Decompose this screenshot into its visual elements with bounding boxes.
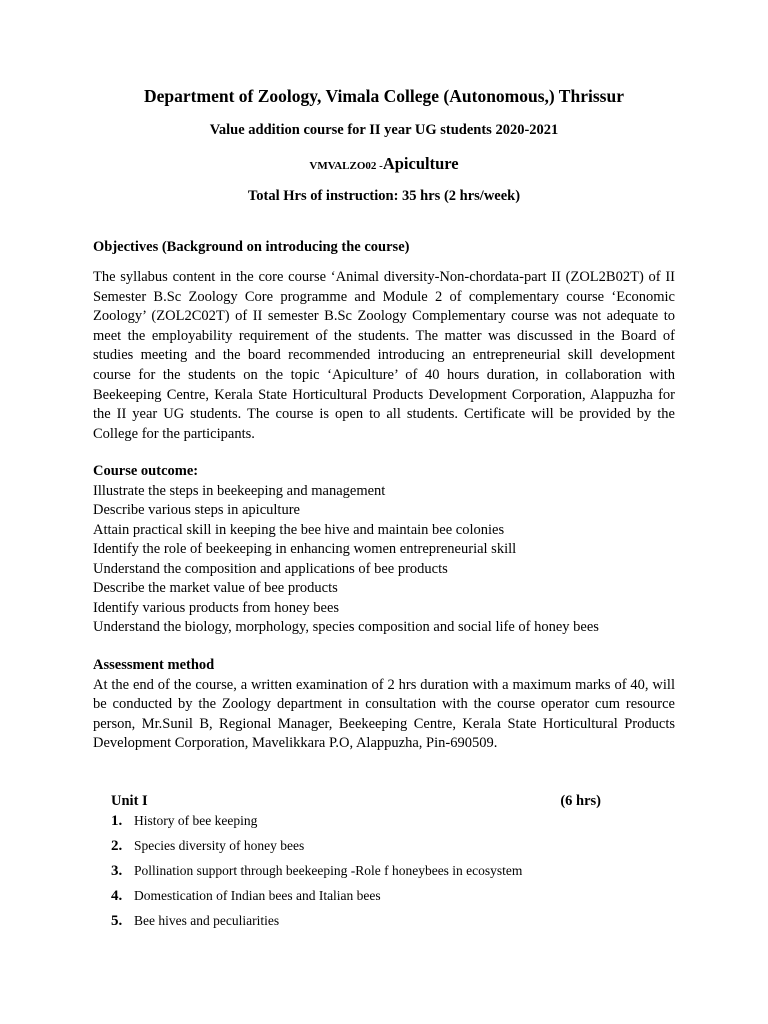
outcome-item: Understand the composition and applications of bee products <box>93 560 448 577</box>
outcome-item: Attain practical skill in keeping the bee hive and maintain bee colonies <box>93 521 505 538</box>
outcome-item: Describe the market value of bee products <box>93 580 338 596</box>
outcome-item: Illustrate the steps in beekeeping and management <box>93 482 386 499</box>
objectives-paragraph: The syllabus content in the core course ‘Animal diversity-Non-chordata-part II (ZOL2B02T) of II Semester B.Sc Zoology Core programme and Module 2 of complementary course ‘Economic Zoology’ (ZOL2C02T) of II semester B.Sc Zoology Complementary course was not adequate to meet the employability requirement of the students. The matter was discussed in the Board of studies meeting and the board recommended introducing an entrepreneurial skill development course for the students on the topic ‘Apiculture’ of 40 hours duration, in collaboration with Beekeeping Centre, Kerala State Horticultural Products Development Corporation, Alappuzha for the II year UG students. The course is open to all students. Certificate will be provided by the College for the participants. <box>93 269 675 442</box>
list-text: History of bee keeping <box>134 813 258 828</box>
instruction-hours: Total Hrs of instruction: 35 hrs (2 hrs/week) <box>247 188 521 204</box>
list-number: 5. <box>111 913 123 929</box>
list-item <box>111 833 671 858</box>
course-name: Apiculture <box>382 154 459 173</box>
list-item <box>111 883 671 908</box>
objectives-heading: Objectives (Background on introducing the course) <box>93 239 410 255</box>
assessment-section <box>93 656 675 754</box>
list-text: Species diversity of honey bees <box>134 838 305 853</box>
course-code-line <box>0 154 768 174</box>
list-text: Domestication of Indian bees and Italian bees <box>134 888 381 903</box>
unit-title: Unit I <box>111 793 148 809</box>
outcome-item: Understand the biology, morphology, species composition and social life of honey bees <box>93 619 599 635</box>
unit-hours: (6 hrs) <box>560 793 601 809</box>
outcome-item: Identify the role of beekeeping in enhancing women entrepreneurial skill <box>93 541 517 557</box>
list-number: 3. <box>111 863 123 879</box>
course-outcome-heading: Course outcome: <box>93 463 199 479</box>
course-outcome-section <box>93 462 675 638</box>
list-item <box>111 858 671 883</box>
list-text: Bee hives and peculiarities <box>134 913 280 928</box>
document-subtitle: Value addition course for II year UG students 2020-2021 <box>209 122 559 138</box>
list-item <box>111 808 671 833</box>
list-text: Pollination support through beekeeping -Role f honeybees in ecosystem <box>134 863 523 878</box>
list-number: 4. <box>111 888 123 904</box>
outcome-item: Describe various steps in apiculture <box>93 502 300 518</box>
document-title: Department of Zoology, Vimala College (Autonomous,) Thrissur <box>144 86 624 106</box>
list-number: 1. <box>111 813 123 829</box>
list-item <box>111 908 671 933</box>
assessment-paragraph: At the end of the course, a written examination of 2 hrs duration with a maximum marks of 40, will be conducted by the Zoology department in consultation with the course operator cum resource person, Mr.Sunil B, Regional Manager, Beekeeping Centre, Kerala State Horticultural Products Development Corporation, Mavelikkara P.O, Alappuzha, Pin-690509. <box>93 676 675 751</box>
list-number: 2. <box>111 838 123 854</box>
assessment-heading: Assessment method <box>93 657 215 673</box>
unit-topic-list <box>111 808 671 933</box>
course-code: VMVALZO02 - <box>309 160 383 172</box>
outcome-item: Identify various products from honey bees <box>93 599 340 616</box>
